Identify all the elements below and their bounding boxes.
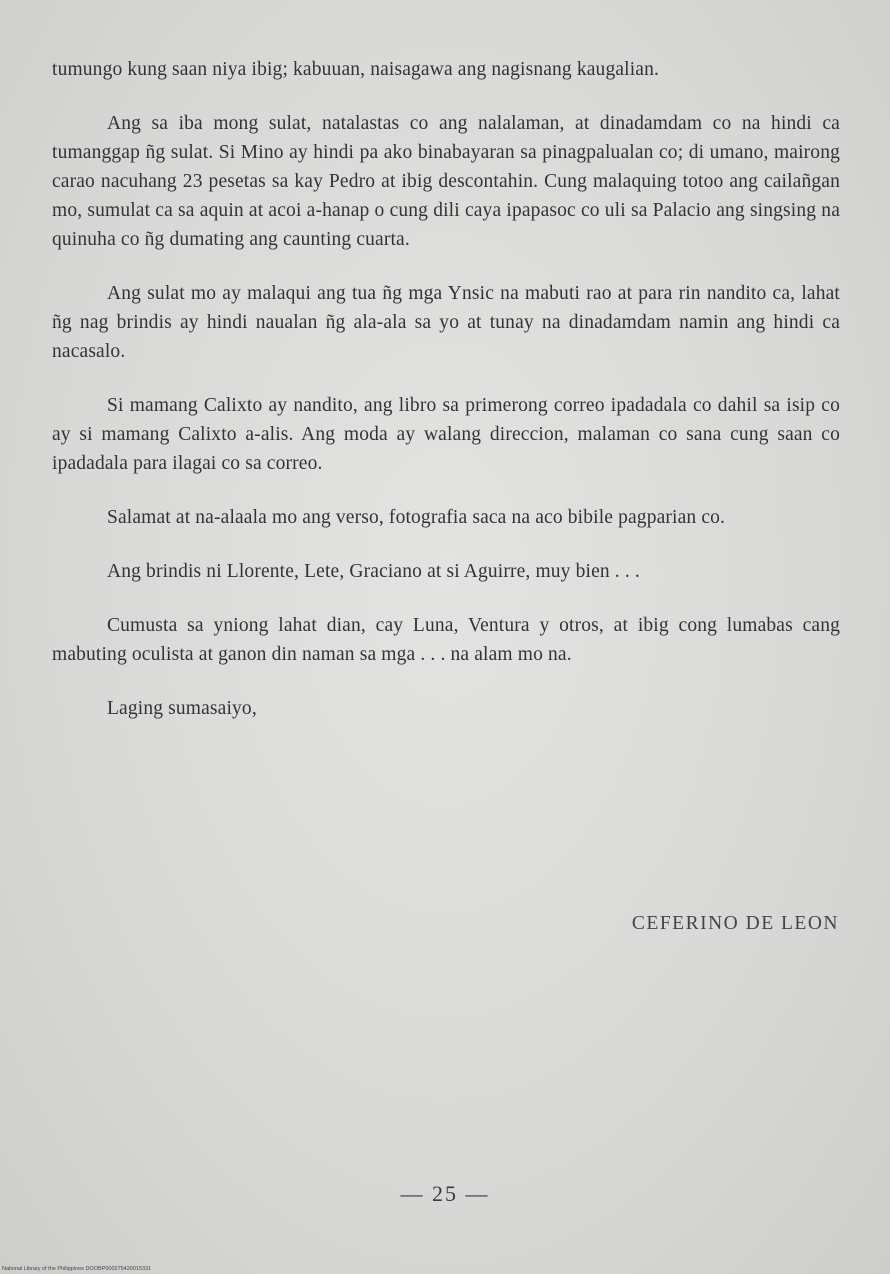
letter-body	[52, 55, 840, 723]
paragraph-7: Cumusta sa yniong lahat dian, cay Luna, Ventura y otros, at ibig cong lumabas cang mabuting oculista at ganon din naman sa mga . . . na alam mo na.	[52, 615, 840, 665]
closing-salutation: Laging sumasaiyo,	[107, 698, 257, 719]
paragraph-3: Ang sulat mo ay malaqui ang tua ñg mga Ynsic na mabuti rao at para rin nandito ca, lahat ñg nag brindis ay hindi naualan ñg ala-ala sa yo at tunay na dinadamdam namin ang hindi ca nacasalo.	[52, 283, 840, 362]
signature: CEFERINO DE LEON	[631, 913, 839, 934]
paragraph-5: Salamat at na-alaala mo ang verso, fotografia saca na aco bibile pagparian co.	[107, 507, 726, 528]
paragraph-1: tumungo kung saan niya ibig; kabuuan, naisagawa ang nagisnang kaugalian.	[52, 59, 660, 80]
page-number: — 25 —	[400, 1181, 490, 1206]
footer-credit: National Library of the Philippines DOOBP000275420015331	[2, 1266, 152, 1272]
paragraph-2: Ang sa iba mong sulat, natalastas co ang nalalaman, at dinadamdam co na hindi ca tumanggap ñg sulat. Si Mino ay hindi pa ako binabayaran sa pinagpalualan co; di umano, mairong carao nacuhang 23 pesetas sa kay Pedro at ibig descontahin. Cung malaquing totoo ang cailañgan mo, sumulat ca sa aquin at acoi a-hanap o cung dili caya ipapasoc co uli sa Palacio ang singsing na quinuha co ñg dumating ang caunting cuarta.	[52, 113, 840, 250]
paragraph-6: Ang brindis ni Llorente, Lete, Graciano at si Aguirre, muy bien . . .	[107, 561, 640, 582]
paragraph-4: Si mamang Calixto ay nandito, ang libro sa primerong correo ipadadala co dahil sa isip co ay si mamang Calixto a-alis. Ang moda ay walang direccion, malaman co sana cung saan co ipadadala para ilagai co sa correo.	[52, 395, 840, 474]
